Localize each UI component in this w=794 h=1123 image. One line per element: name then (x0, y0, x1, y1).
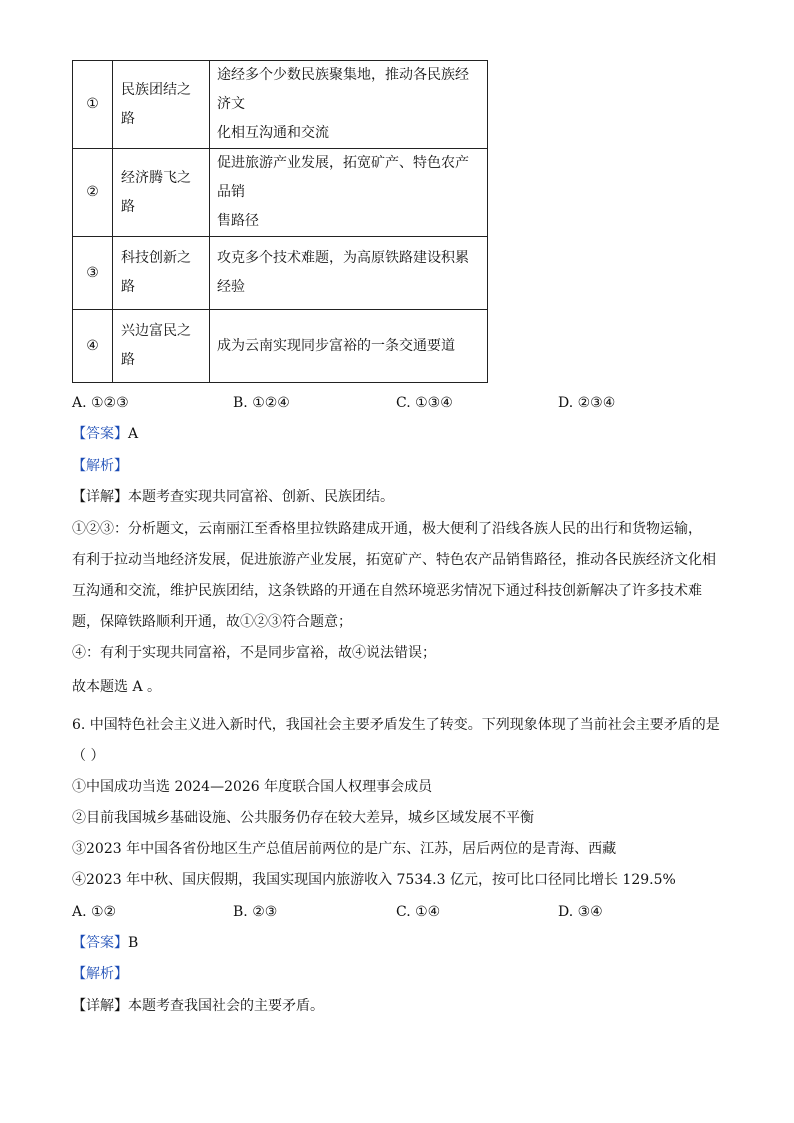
table-row (73, 149, 488, 237)
row-number: ③ (73, 237, 113, 310)
option-a: A. ①②③ (72, 395, 129, 411)
question-parenthesis: （ ） (72, 748, 105, 764)
analysis-paragraph: 有利于拉动当地经济发展，促进旅游产业发展，拓宽矿产、特色农产品销售路径，推动各民族经济文化相 (72, 552, 716, 568)
detail-line (72, 996, 324, 1016)
railway-table (72, 60, 488, 383)
option-c: C. ①④ (396, 904, 441, 920)
row-number: ④ (73, 310, 113, 383)
table-row (73, 310, 488, 383)
row-name: 科技创新之 路 (113, 237, 210, 310)
answer-value: A (128, 426, 139, 442)
row-description: 攻克多个技术难题，为高原铁路建设积累经验 (210, 237, 488, 310)
row-description: 途经多个少数民族聚集地，推动各民族经济文 化相互沟通和交流 (210, 61, 488, 149)
statement-item: ③2023 年中国各省份地区生产总值居前两位的是广东、江苏，居后两位的是青海、西藏 (72, 841, 617, 857)
detail-line (72, 487, 394, 507)
row-number: ② (73, 149, 113, 237)
statement-item: ①中国成功当选 2024—2026 年度联合国人权理事会成员 (72, 779, 433, 795)
analysis-paragraph: 题，保障铁路顺利开通，故①②③符合题意； (72, 614, 352, 630)
detail-text: 本题考查实现共同富裕、创新、民族团结。 (128, 489, 394, 505)
option-a: A. ①② (72, 904, 117, 920)
answer-value: B (128, 935, 139, 951)
option-d: D. ③④ (558, 904, 603, 920)
conclusion: 故本题选 A 。 (72, 679, 162, 695)
option-c: C. ①③④ (396, 395, 453, 411)
answer-tag: 【答案】 (72, 935, 128, 951)
detail-text: 本题考查我国社会的主要矛盾。 (128, 998, 324, 1014)
option-d: D. ②③④ (558, 395, 616, 411)
answer-line (72, 933, 138, 953)
analysis-tag: 【解析】 (72, 966, 128, 982)
option-b: B. ①②④ (233, 395, 290, 411)
row-description: 成为云南实现同步富裕的一条交通要道 (210, 310, 488, 383)
row-description: 促进旅游产业发展，拓宽矿产、特色农产品销 售路径 (210, 149, 488, 237)
analysis-tag: 【解析】 (72, 458, 128, 474)
option-b: B. ②③ (233, 904, 278, 920)
row-name: 经济腾飞之 路 (113, 149, 210, 237)
answer-line (72, 424, 138, 444)
analysis-paragraph: ④：有利于实现共同富裕，不是同步富裕，故④说法错误； (72, 645, 436, 661)
analysis-paragraph: 互沟通和交流，维护民族团结，这条铁路的开通在自然环境恶劣情况下通过科技创新解决了许多技术难 (72, 583, 702, 599)
row-number: ① (73, 61, 113, 149)
table-row (73, 237, 488, 310)
table-row (73, 61, 488, 149)
row-name: 民族团结之 路 (113, 61, 210, 149)
detail-tag: 【详解】 (72, 489, 128, 505)
answer-tag: 【答案】 (72, 426, 128, 442)
question-stem: 6. 中国特色社会主义进入新时代，我国社会主要矛盾发生了转变。下列现象体现了当前社会主要矛盾的是 (72, 717, 720, 733)
statement-item: ②目前我国城乡基础设施、公共服务仍存在较大差异，城乡区域发展不平衡 (72, 810, 534, 826)
row-name: 兴边富民之 路 (113, 310, 210, 383)
analysis-paragraph: ①②③：分析题文，云南丽江至香格里拉铁路建成开通，极大便利了沿线各族人民的出行和货物运输， (72, 521, 702, 537)
detail-tag: 【详解】 (72, 998, 128, 1014)
statement-item: ④2023 年中秋、国庆假期，我国实现国内旅游收入 7534.3 亿元，按可比口径同比增长 129.5% (72, 872, 676, 888)
